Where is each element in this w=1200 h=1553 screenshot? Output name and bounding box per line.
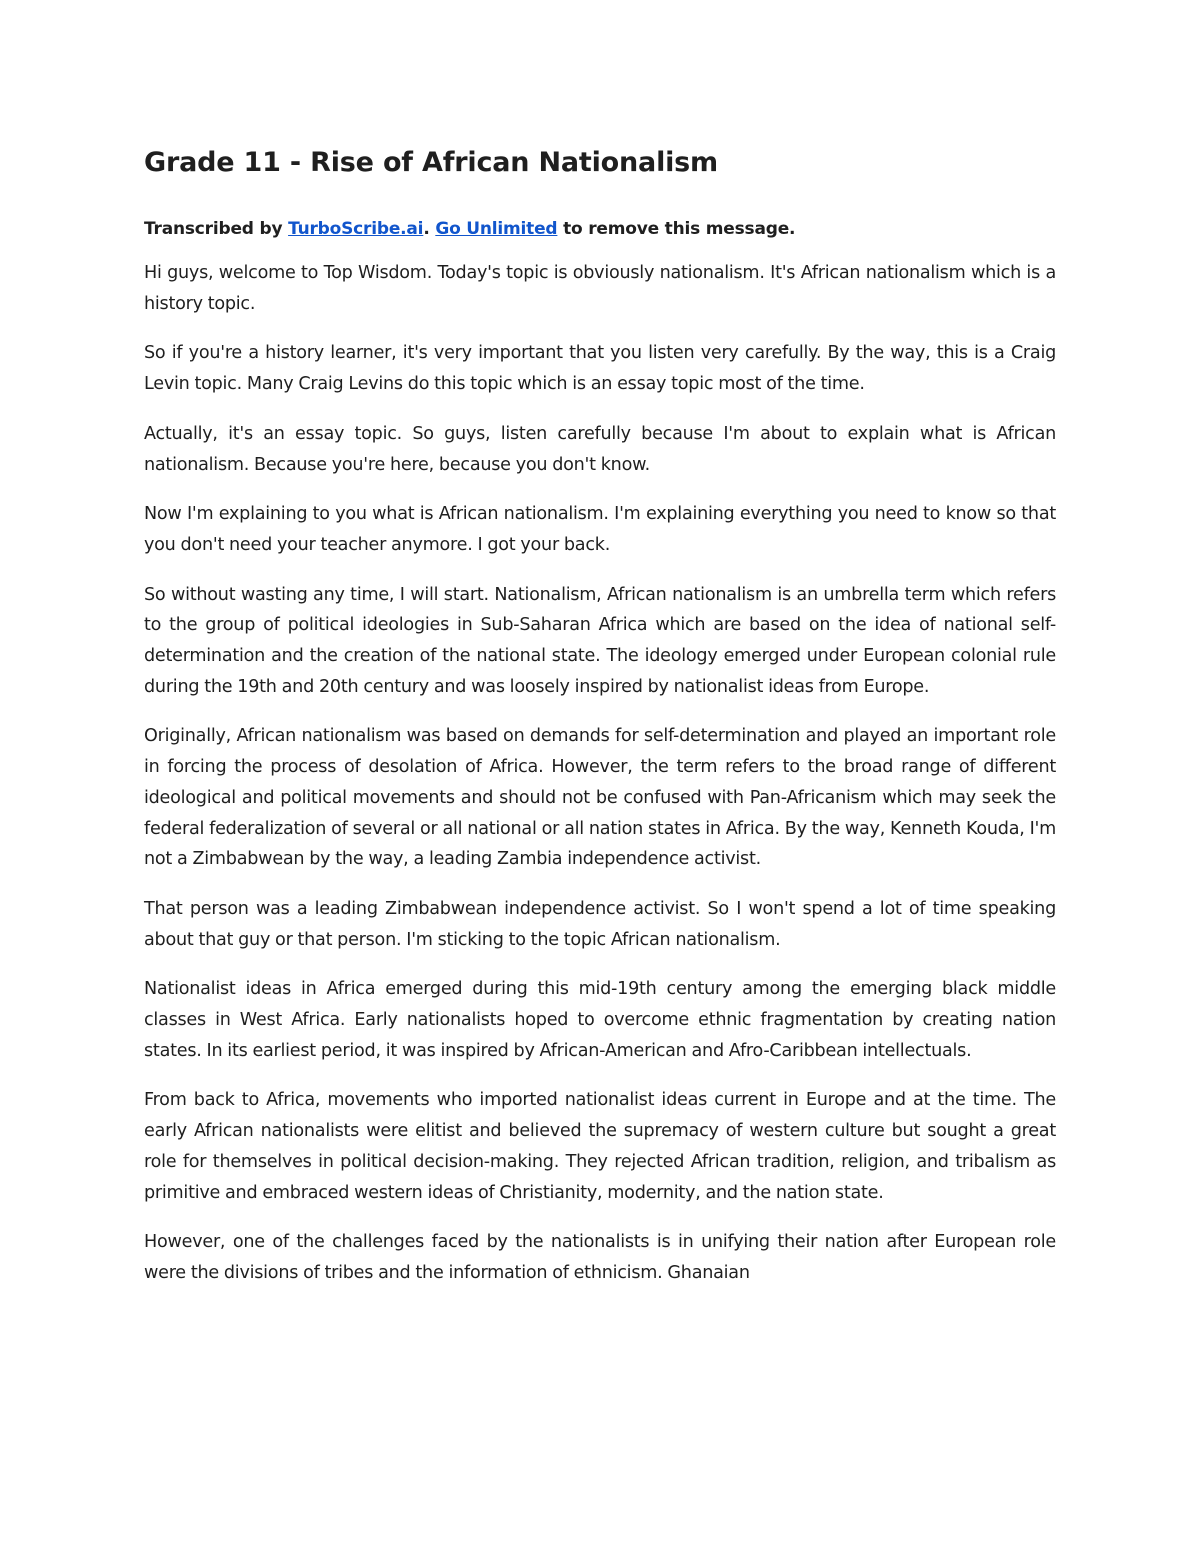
- document-page: [144, 140, 1056, 1308]
- transcription-notice: [144, 214, 1056, 244]
- paragraph: However, one of the challenges faced by the nationalists is in unifying their nation after European role were the divisions of tribes and the information of ethnicism. Ghanaian: [144, 1232, 1056, 1283]
- paragraph: Originally, African nationalism was based on demands for self-determination and played an important role in forcing the process of desolation of Africa. However, the term refers to the broad range of different ideological and political movements and should not be confused with Pan-Africanism which may seek the federal federalization of several or all national or all nation states in Africa. By the way, Kenneth Kouda, I'm not a Zimbabwean by the way, a leading Zambia independence activist.: [144, 726, 1056, 870]
- notice-middle: .: [423, 219, 436, 239]
- turboscribe-link[interactable]: TurboScribe.ai: [288, 219, 424, 239]
- paragraph: Nationalist ideas in Africa emerged during this mid-19th century among the emerging black middle classes in West Africa. Early nationalists hoped to overcome ethnic fragmentation by creating nation states. In its earliest period, it was inspired by African-American and Afro-Caribbean intellectuals.: [144, 979, 1056, 1061]
- paragraph: That person was a leading Zimbabwean independence activist. So I won't spend a lot of time speaking about that guy or that person. I'm sticking to the topic African nationalism.: [144, 898, 1056, 950]
- paragraph: From back to Africa, movements who imported nationalist ideas current in Europe and at the time. The early African nationalists were elitist and believed the supremacy of western culture but sought a great role for themselves in political decision-making. They rejected African tradition, religion, and tribalism as primitive and embraced western ideas of Christianity, modernity, and the nation state.: [144, 1090, 1056, 1203]
- go-unlimited-link[interactable]: Go Unlimited: [435, 219, 558, 239]
- paragraph: Actually, it's an essay topic. So guys, listen carefully because I'm about to explain what is African nationalism. Because you're here, because you don't know.: [144, 423, 1056, 475]
- paragraph: So if you're a history learner, it's very important that you listen very carefully. By the way, this is a Craig Levin topic. Many Craig Levins do this topic which is an essay topic most of the time.: [144, 343, 1056, 395]
- document-title: Grade 11 - Rise of African Nationalism: [144, 147, 718, 178]
- paragraph: So without wasting any time, I will start. Nationalism, African nationalism is an umbrella term which refers to the group of political ideologies in Sub-Saharan Africa which are based on the idea of national self-determination and the creation of the national state. The ideology emerged under European colonial rule during the 19th and 20th century and was loosely inspired by nationalist ideas from Europe.: [144, 584, 1056, 697]
- notice-prefix: Transcribed by: [144, 219, 289, 239]
- notice-suffix: to remove this message.: [557, 219, 796, 239]
- paragraph: Hi guys, welcome to Top Wisdom. Today's topic is obviously nationalism. It's African nationalism which is a history topic.: [144, 263, 1056, 314]
- paragraph: Now I'm explaining to you what is African nationalism. I'm explaining everything you need to know so that you don't need your teacher anymore. I got your back.: [144, 504, 1056, 555]
